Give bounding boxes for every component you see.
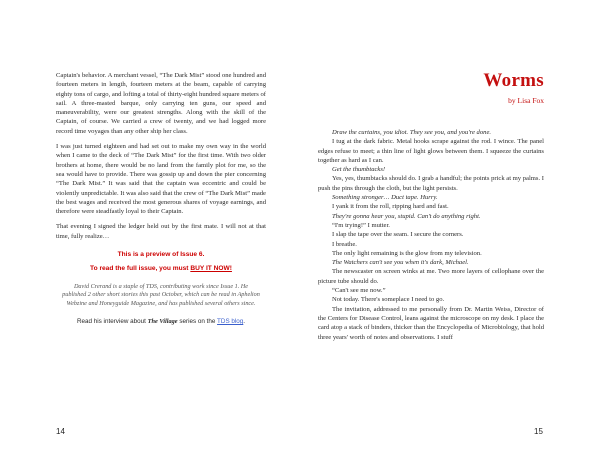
story-paragraph: That evening I signed the ledger held out by the first mate. I will not at that time, fully realize… [56,223,266,240]
left-column [56,71,266,327]
interview-suffix: . [243,318,246,326]
buy-notice [56,264,266,273]
interview-middle: series on the [177,318,218,326]
preview-notice: This is a preview of Issue 6. [117,251,205,259]
story-paragraph: I was just turned eighteen and had set out to make my own way in the world when I came to the deck of “The Dark Mist” for the first time. With two older brothers at home, there would be no land from the family plot for me, so the sea would have to provide. There was gossip up and down the pier concerning “The Dark Mist.” It was said that the captain was eccentric and could be violently unpredictable. It was also said that the crew of “The Dark Mist” made the best wages and received the most generous shares of voyage earnings, and therefore were steadfastly loyal to their Captain. [56,143,266,216]
story-line: I breathe. [332,240,357,248]
page-number-right: 15 [534,427,543,436]
story-line: “I'm trying!” I mutter. [332,221,390,229]
inner-voice-line: Get the thumbtacks! [332,166,386,174]
story-paragraph: Captain's behavior. A merchant vessel, “The Dark Mist” stood one hundred and fourteen meters in length, fourteen meters at the beam, capable of carrying eighty tons of cargo, and lofting a total of thirty-eight hundred square meters of sail. A three-masted barque, only carrying ten guns, our speed and maneuverability, were our greatest strengths. Along with the skill of the Captain, of course. We carried a crew of twenty, and we had logged more record time voyages than any other ship her class. [56,72,266,135]
tds-blog-link[interactable]: TDS blog [217,318,244,326]
story-byline: by Lisa Fox [508,96,544,105]
inner-voice-line: They're gonna hear you, stupid. Can't do anything right. [332,212,481,220]
interview-line [56,317,266,326]
story-line: “Can't see me now.” [332,287,386,295]
buy-it-now-link[interactable]: BUY IT NOW! [190,265,232,273]
inner-voice-line: The Watchers can't see you when it's dark, Michael. [332,259,469,267]
buy-prefix: To read the full issue, you must [90,265,191,273]
story-title: Worms [483,70,544,91]
story-line: Not today. There's someplace I need to go. [332,296,445,304]
story-line: The only light remaining is the glow from my television. [332,249,482,257]
story-line: I slap the tape over the seam. I secure the corners. [332,231,464,239]
story-line: I yank it from the roll, ripping hard and fast. [332,203,449,211]
story-line: The newscaster on screen winks at me. Two more layers of cellophane over the picture tube should do. [318,268,544,285]
page-number-left: 14 [56,427,65,436]
story-line: I tug at the dark fabric. Metal hooks scrape against the rod. I wince. The panel edges refuse to meet; a thin line of light glows between them. I squeeze the curtains together as hard as I can. [318,138,544,164]
inner-voice-line: Draw the curtains, you idiot. They see you, and you're done. [332,129,492,136]
series-title: The Village [147,318,178,326]
story-line: Yes, yes, thumbtacks should do. I grab a handful; the points prick at my palms. I push the pins through the cloth, but the light persists. [318,175,544,192]
author-bio: David Crerand is a staple of TDS, contributing work since Issue 1. He published 2 other short stories this past October, which can be read in Aphelion Webzine and Honeyguide Magazine, and has published several others since. [62,282,260,307]
story-line: The invitation, addressed to me personally from Dr. Martin Weiss, Director of the Centers for Disease Control, leans against the microscope on my desk. I place the card atop a stack of binders, thicker than the Encyclopedia of Microbiology, that hold three years' worth of notes and observations. I stuff [318,305,544,341]
right-column [318,128,544,342]
inner-voice-line: Something stronger… Duct tape. Hurry. [332,194,438,202]
interview-prefix: Read his interview about [76,318,148,326]
